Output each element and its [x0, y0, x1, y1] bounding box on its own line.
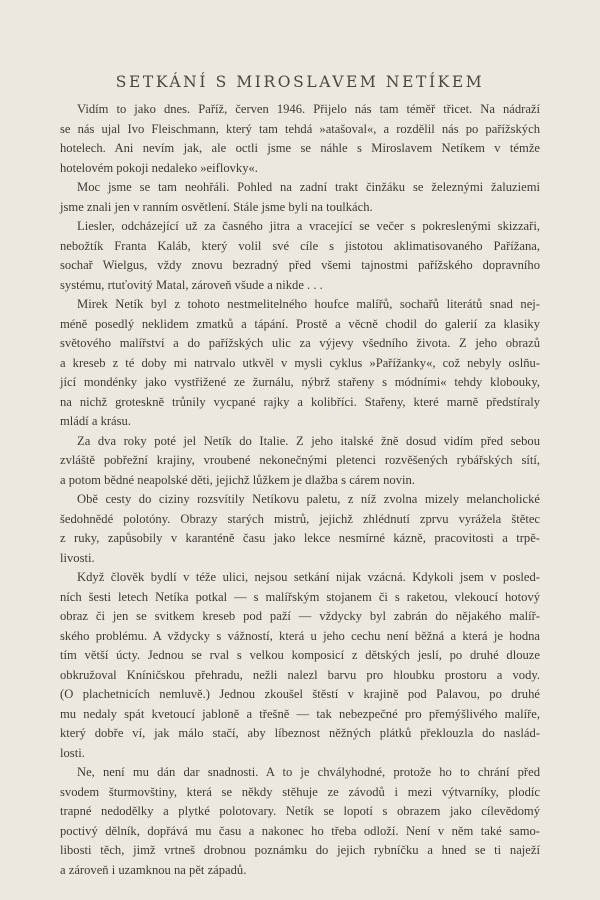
paragraph-line: z ruky, zapůsobily v karanténě času jako lekce nesmírné kázně, pracovitosti a trpě-: [60, 531, 540, 545]
paragraph: [60, 178, 540, 217]
paragraph-line: livosti.: [60, 550, 95, 565]
paragraph-line: hotelovém pokoji nedaleko »eiflovky«.: [60, 160, 258, 175]
paragraph-line: Mirek Netík byl z tohoto nestmelitelného houfce malířů, sochařů literátů snad nej-: [77, 297, 540, 311]
paragraph-line: Obě cesty do ciziny rozsvítily Netíkovu paletu, z níž zvolna mizely melancholické: [77, 492, 540, 506]
paragraph-line: šedohnědé polotóny. Obrazy starých mistrů, jejichž zhlédnutí zprvu vyrážela štětec: [60, 511, 540, 526]
paragraph-line: světového malířství a do pařížských ulic za výjevy všedního života. Z jeho obrazů: [60, 336, 540, 350]
paragraph: [60, 295, 540, 432]
paragraph-line: (O plachetnicích nemluvě.) Jednou zkoušel štěstí v krajině pod Palavou, po druhé: [60, 687, 540, 701]
paragraph-line: svodem šturmovštiny, která se někdy stěhuje ze závodů i mezi výtvarníky, plodíc: [60, 784, 540, 799]
paragraph-line: nebožtík Franta Kaláb, který volil své cíle s jistotou aklimatisovaného Pařížana,: [60, 238, 540, 253]
paragraph-line: Ne, není mu dán dar snadnosti. A to je chvályhodné, protože ho to chrání před: [77, 765, 540, 779]
paragraph-line: tím větší úcty. Jednou se rval s velkou komposicí z dětských jeslí, po druhé dlouze: [60, 648, 540, 662]
paragraph: [60, 432, 540, 491]
paragraph-line: a potom bědné neapolské děti, jejichž lůžkem je dlažba s cárem novin.: [60, 472, 415, 487]
paragraph-line: obkružoval Kníničskou přehradu, nežli nalezl barvu pro hloubku prostoru a vody.: [60, 667, 540, 682]
paragraph: [60, 568, 540, 763]
paragraph-line: systému, rtuťovitý Matal, zároveň všude a nikde . . .: [60, 277, 323, 292]
paragraph-line: se nás ujal Ivo Fleischmann, který tam tehdá »atašoval«, a rozdělil nás po pařížských: [60, 121, 540, 136]
paragraph-line: méně posedlý neklidem zmatků a tápání. Prostě a věcně chodil do galerií za klasiky: [60, 316, 540, 331]
paragraph-line: zvláště pobřežní krajiny, vroubené nekonečnými pletenci rozvěšených rybářských sítí,: [60, 453, 540, 467]
paragraph-line: hotelech. Ani nevím jak, ale octli jsme se náhle s Miroslavem Netíkem v témže: [60, 141, 540, 155]
paragraph: [60, 217, 540, 295]
paragraph-line: který dobře ví, jak málo stačí, aby líbeznost něžných plátků překlouzla do naslád-: [60, 726, 540, 740]
paragraph-line: trapné nedodělky a plytké polotovary. Netík se lopotí s obrazem jako cílevědomý: [60, 804, 540, 818]
article-title: SETKÁNÍ S MIROSLAVEM NETÍKEM: [115, 73, 485, 91]
paragraph-line: losti.: [60, 745, 85, 760]
paragraph-line: Když člověk bydlí v téže ulici, nejsou setkání nijak vzácná. Kdykoli jsem v posled-: [77, 570, 540, 584]
paragraph: [60, 763, 540, 880]
paragraph-line: jící mondénky jako vystřižené ze žurnálu, nýbrž stařeny s módními« tehdy klobouky,: [60, 375, 540, 389]
paragraph-line: libosti těch, jimž vrtneš drobnou poznámku do jejich rybníčku a hned se ti naježí: [60, 843, 540, 857]
paragraph-line: ského problému. A vždycky s vážností, která u jeho cechu není běžná a která je hodna: [60, 628, 540, 643]
paragraph: [60, 490, 540, 568]
paragraph-line: obraz či jen se svitkem kreseb pod paží — vždycky byl zabrán do nějakého malíř-: [60, 609, 540, 623]
paragraph-line: mládí a krásu.: [60, 414, 131, 428]
paragraph-line: jsme znali jen v ranním osvětlení. Stále jsme byli na toulkách.: [60, 199, 373, 214]
paragraph-line: Moc jsme se tam neohřáli. Pohled na zadní trakt činžáku se železnými žaluziemi: [77, 180, 540, 194]
paragraph-line: Vidím to jako dnes. Paříž, červen 1946. Přijelo nás tam téměř třicet. Na nádraží: [77, 102, 540, 116]
paragraph-line: na nichž groteskně trůnily vycpané rajky a kolibříci. Stařeny, které marně předstíraly: [60, 394, 540, 409]
paragraph-line: mu nedaly spát kvetoucí jabloně a třešně — tak nebezpečné pro přemýšlivého malíře,: [60, 706, 540, 721]
paragraph-line: sochař Wielgus, vždy znovu bezradný před všemi tajnostmi pařížského dopravního: [60, 258, 540, 272]
paragraph-line: Za dva roky poté jel Netík do Italie. Z jeho italské žně dosud vidím před sebou: [77, 433, 540, 448]
paragraph-line: a kreseb z té doby mi natrvalo utkvěl v mysli cyklus »Pařížanky«, což nebyly oslňu-: [60, 355, 540, 370]
paragraph-line: a zároveň i uzamknou na pět západů.: [60, 862, 247, 877]
paragraph-line: poctivý dělník, dopřává mu času a nakonec ho třeba odloží. Není v něm také samo-: [60, 823, 540, 838]
article-body: [60, 100, 540, 880]
paragraph-line: Liesler, odcházející už za časného jitra a vracející se večer s pokreslenými skizzaři,: [77, 219, 540, 233]
paragraph-line: ních šesti letech Netíka potkal — s malířským stojanem či s raketou, vlekoucí hotový: [60, 589, 540, 604]
paragraph: [60, 100, 540, 178]
